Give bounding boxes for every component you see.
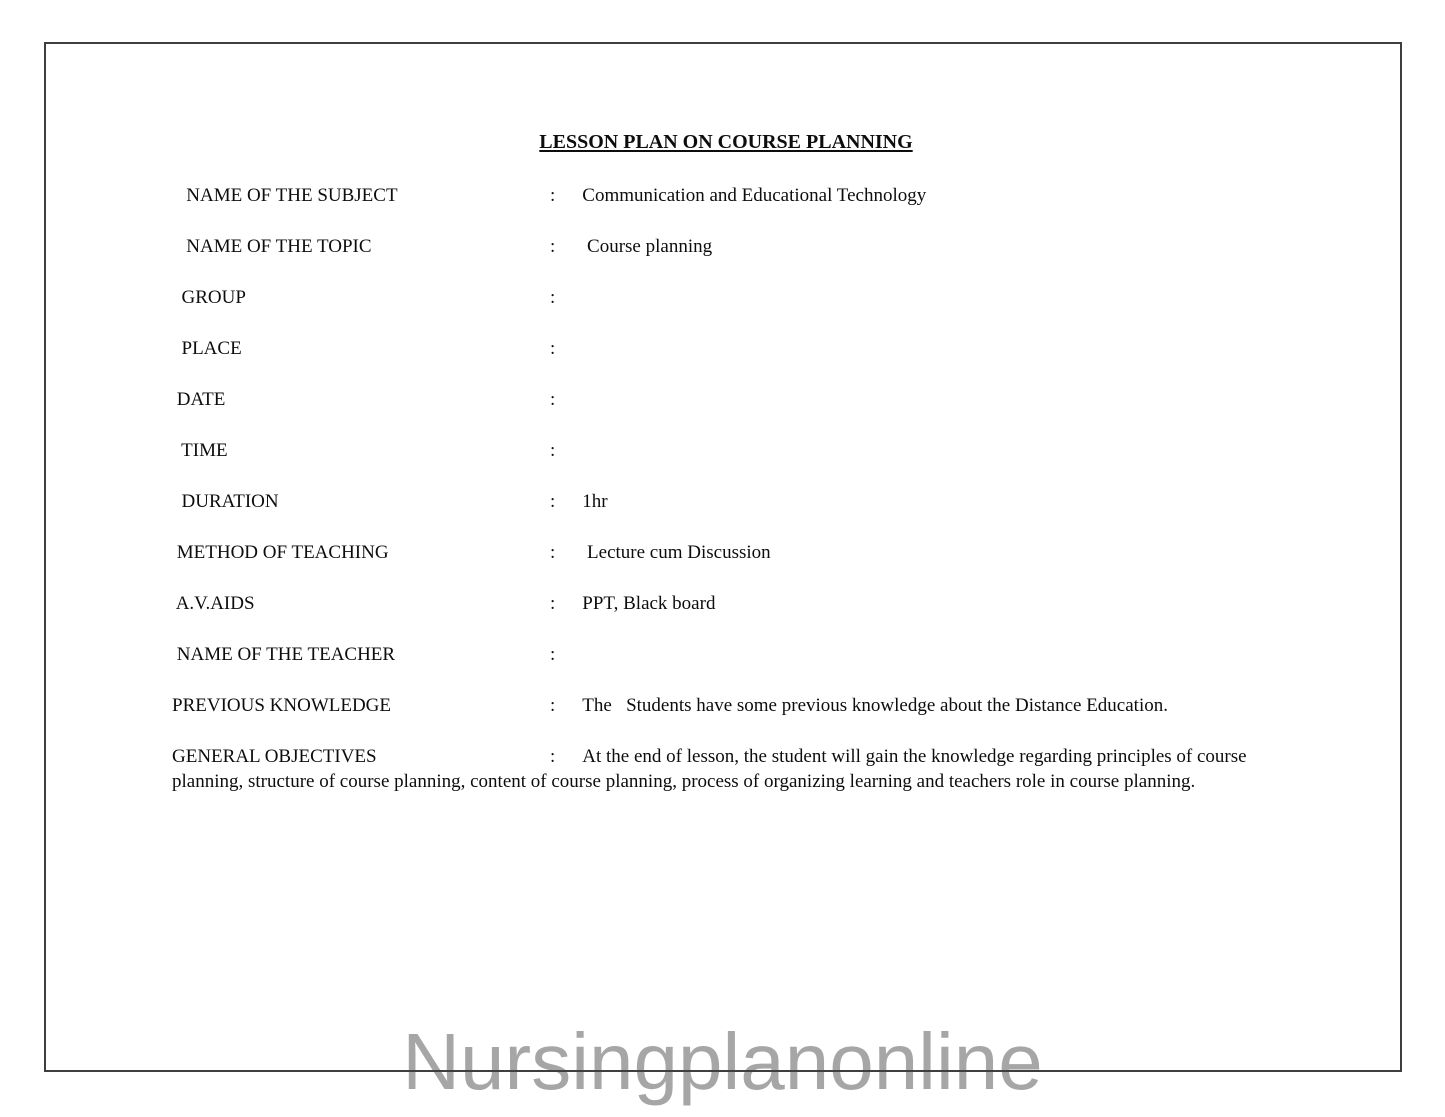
field-value: The Students have some previous knowledge about the Distance Education. — [582, 695, 1168, 716]
field-label: PLACE — [172, 338, 242, 359]
field-colon: : — [550, 185, 556, 206]
field-label: A.V.AIDS — [172, 593, 255, 614]
field-row-name-of-the-subject — [172, 183, 1280, 208]
field-value: 1hr — [582, 491, 608, 512]
field-row-method-of-teaching — [172, 540, 1280, 565]
field-colon: : — [550, 746, 556, 767]
field-row-duration — [172, 489, 1280, 514]
field-value: Lecture cum Discussion — [582, 542, 771, 563]
field-row-date — [172, 387, 1280, 412]
watermark-text: Nursingplanonline — [402, 1017, 1043, 1106]
field-label: TIME — [172, 440, 228, 461]
field-label: NAME OF THE SUBJECT — [172, 185, 398, 206]
field-row-previous-knowledge — [172, 693, 1280, 718]
field-value: Communication and Educational Technology — [582, 185, 927, 206]
field-value: PPT, Black board — [582, 593, 716, 614]
field-colon: : — [550, 236, 556, 257]
field-colon: : — [550, 695, 556, 716]
field-row-time — [172, 438, 1280, 463]
field-label: PREVIOUS KNOWLEDGE — [172, 695, 392, 716]
lesson-plan-document — [44, 42, 1402, 820]
page-title: LESSON PLAN ON COURSE PLANNING — [539, 131, 913, 153]
field-value: Course planning — [582, 236, 713, 257]
field-label: DATE — [172, 389, 226, 410]
field-label: NAME OF THE TOPIC — [172, 236, 372, 257]
field-label: METHOD OF TEACHING — [172, 542, 389, 563]
field-row-av-aids — [172, 591, 1280, 616]
field-colon: : — [550, 644, 556, 665]
field-label: GENERAL OBJECTIVES — [172, 746, 377, 767]
field-row-place — [172, 336, 1280, 361]
field-colon: : — [550, 491, 556, 512]
field-label: GROUP — [172, 287, 246, 308]
field-list — [172, 183, 1280, 794]
field-label: DURATION — [172, 491, 279, 512]
field-colon: : — [550, 287, 556, 308]
field-value: At the end of lesson, the student will gain the knowledge regarding principles of course planning, structure of course planning, content of course planning, process of organizing learning and teachers role in course planning. — [172, 746, 1252, 792]
field-colon: : — [550, 542, 556, 563]
field-colon: : — [550, 440, 556, 461]
field-colon: : — [550, 338, 556, 359]
field-row-general-objectives — [172, 744, 1280, 794]
field-row-name-of-the-topic — [172, 234, 1280, 259]
field-label: NAME OF THE TEACHER — [172, 644, 396, 665]
field-row-name-of-the-teacher — [172, 642, 1280, 667]
field-row-group — [172, 285, 1280, 310]
field-colon: : — [550, 389, 556, 410]
field-colon: : — [550, 593, 556, 614]
